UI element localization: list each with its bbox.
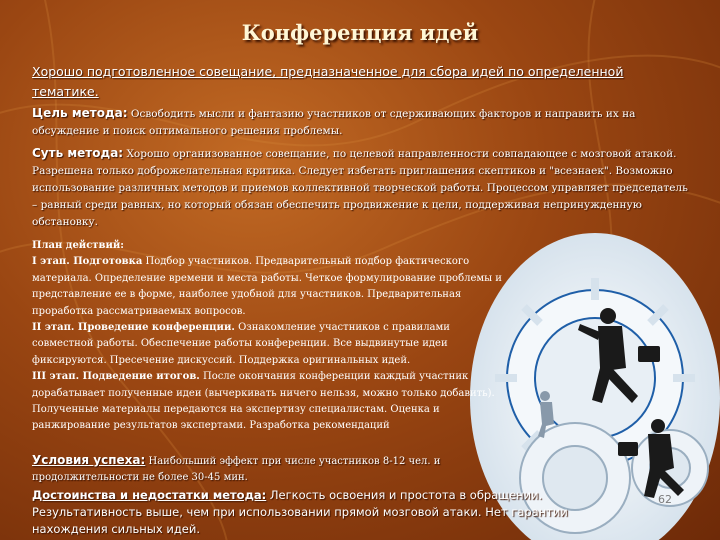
stage-2-label: II этап. Проведение конференции. bbox=[32, 322, 235, 334]
plan-heading: План действий: bbox=[32, 240, 124, 251]
stage-1-text: Подбор участников. Предварительный подбор фактического материала. Определение времени и места работы. Четкое формулирование проблемы и представление ее в форме, наиболее удобной для участников. Предварительная проработка рассматриваемых вопросов. bbox=[32, 256, 502, 317]
stage-3-label: III этап. Подведение итогов. bbox=[32, 371, 200, 383]
page-title: Конференция идей bbox=[241, 20, 479, 45]
essence-paragraph bbox=[32, 145, 692, 231]
page-number: 62 bbox=[658, 493, 672, 506]
plan-stage-3 bbox=[32, 369, 507, 435]
pros-cons-label: Достоинства и недостатки метода: bbox=[32, 488, 267, 502]
stage-2-text: Ознакомление участников с правилами совместной работы. Обеспечение работы конференции. Все выдвинутые идеи фиксируются. Пресечение дискуссий. Поддержка оригинальных идей. bbox=[32, 322, 450, 366]
intro-text: Хорошо подготовленное совещание, предназначенное для сбора идей по определенной тематике. bbox=[32, 64, 624, 99]
essence-label: Суть метода: bbox=[32, 146, 124, 160]
conditions-paragraph bbox=[32, 452, 512, 486]
conditions-label: Условия успеха: bbox=[32, 453, 146, 467]
stage-3-text: После окончания конференции каждый участник дорабатывает полученные идеи (вычеркивать ничего нельзя, можно только добавить). Полученные материалы передаются на экспертизу специалистам. Оценка и ранжирование результатов экспертами. Разработка рекомендаций bbox=[32, 371, 495, 432]
plan-section bbox=[32, 238, 507, 435]
plan-stage-2 bbox=[32, 320, 507, 369]
goal-paragraph bbox=[32, 105, 692, 140]
plan-stage-1 bbox=[32, 254, 507, 320]
essence-text: Хорошо организованное совещание, по целевой направленности совпадающее с мозговой атакой. Разрешена только доброжелательная критика. Следует избегать приглашения скептиков и "всезнаек". Возможно использование различных методов и приемов коллективной творческой работы. Процессом управляет председатель – равный среди равных, но который обязан обеспечить продвижение к цели, поддерживая непринужденную обстановку. bbox=[32, 148, 688, 228]
pros-cons-text: Легкость освоения и простота в обращении. Результативность выше, чем при использовании прямой мозговой атаки. Нет гарантии нахождения сильных идей. bbox=[32, 488, 568, 536]
conditions-text: Наибольший эффект при числе участников 8-12 чел. и продолжительности не более 30-45 мин. bbox=[32, 456, 441, 483]
stage-1-label: I этап. Подготовка bbox=[32, 256, 143, 268]
goal-label: Цель метода: bbox=[32, 106, 128, 120]
goal-text: Освободить мысли и фантазию участников от сдерживающих факторов и направить их на обсуждение и поиск оптимального решения проблемы. bbox=[32, 108, 636, 137]
pros-cons-paragraph bbox=[32, 487, 632, 538]
